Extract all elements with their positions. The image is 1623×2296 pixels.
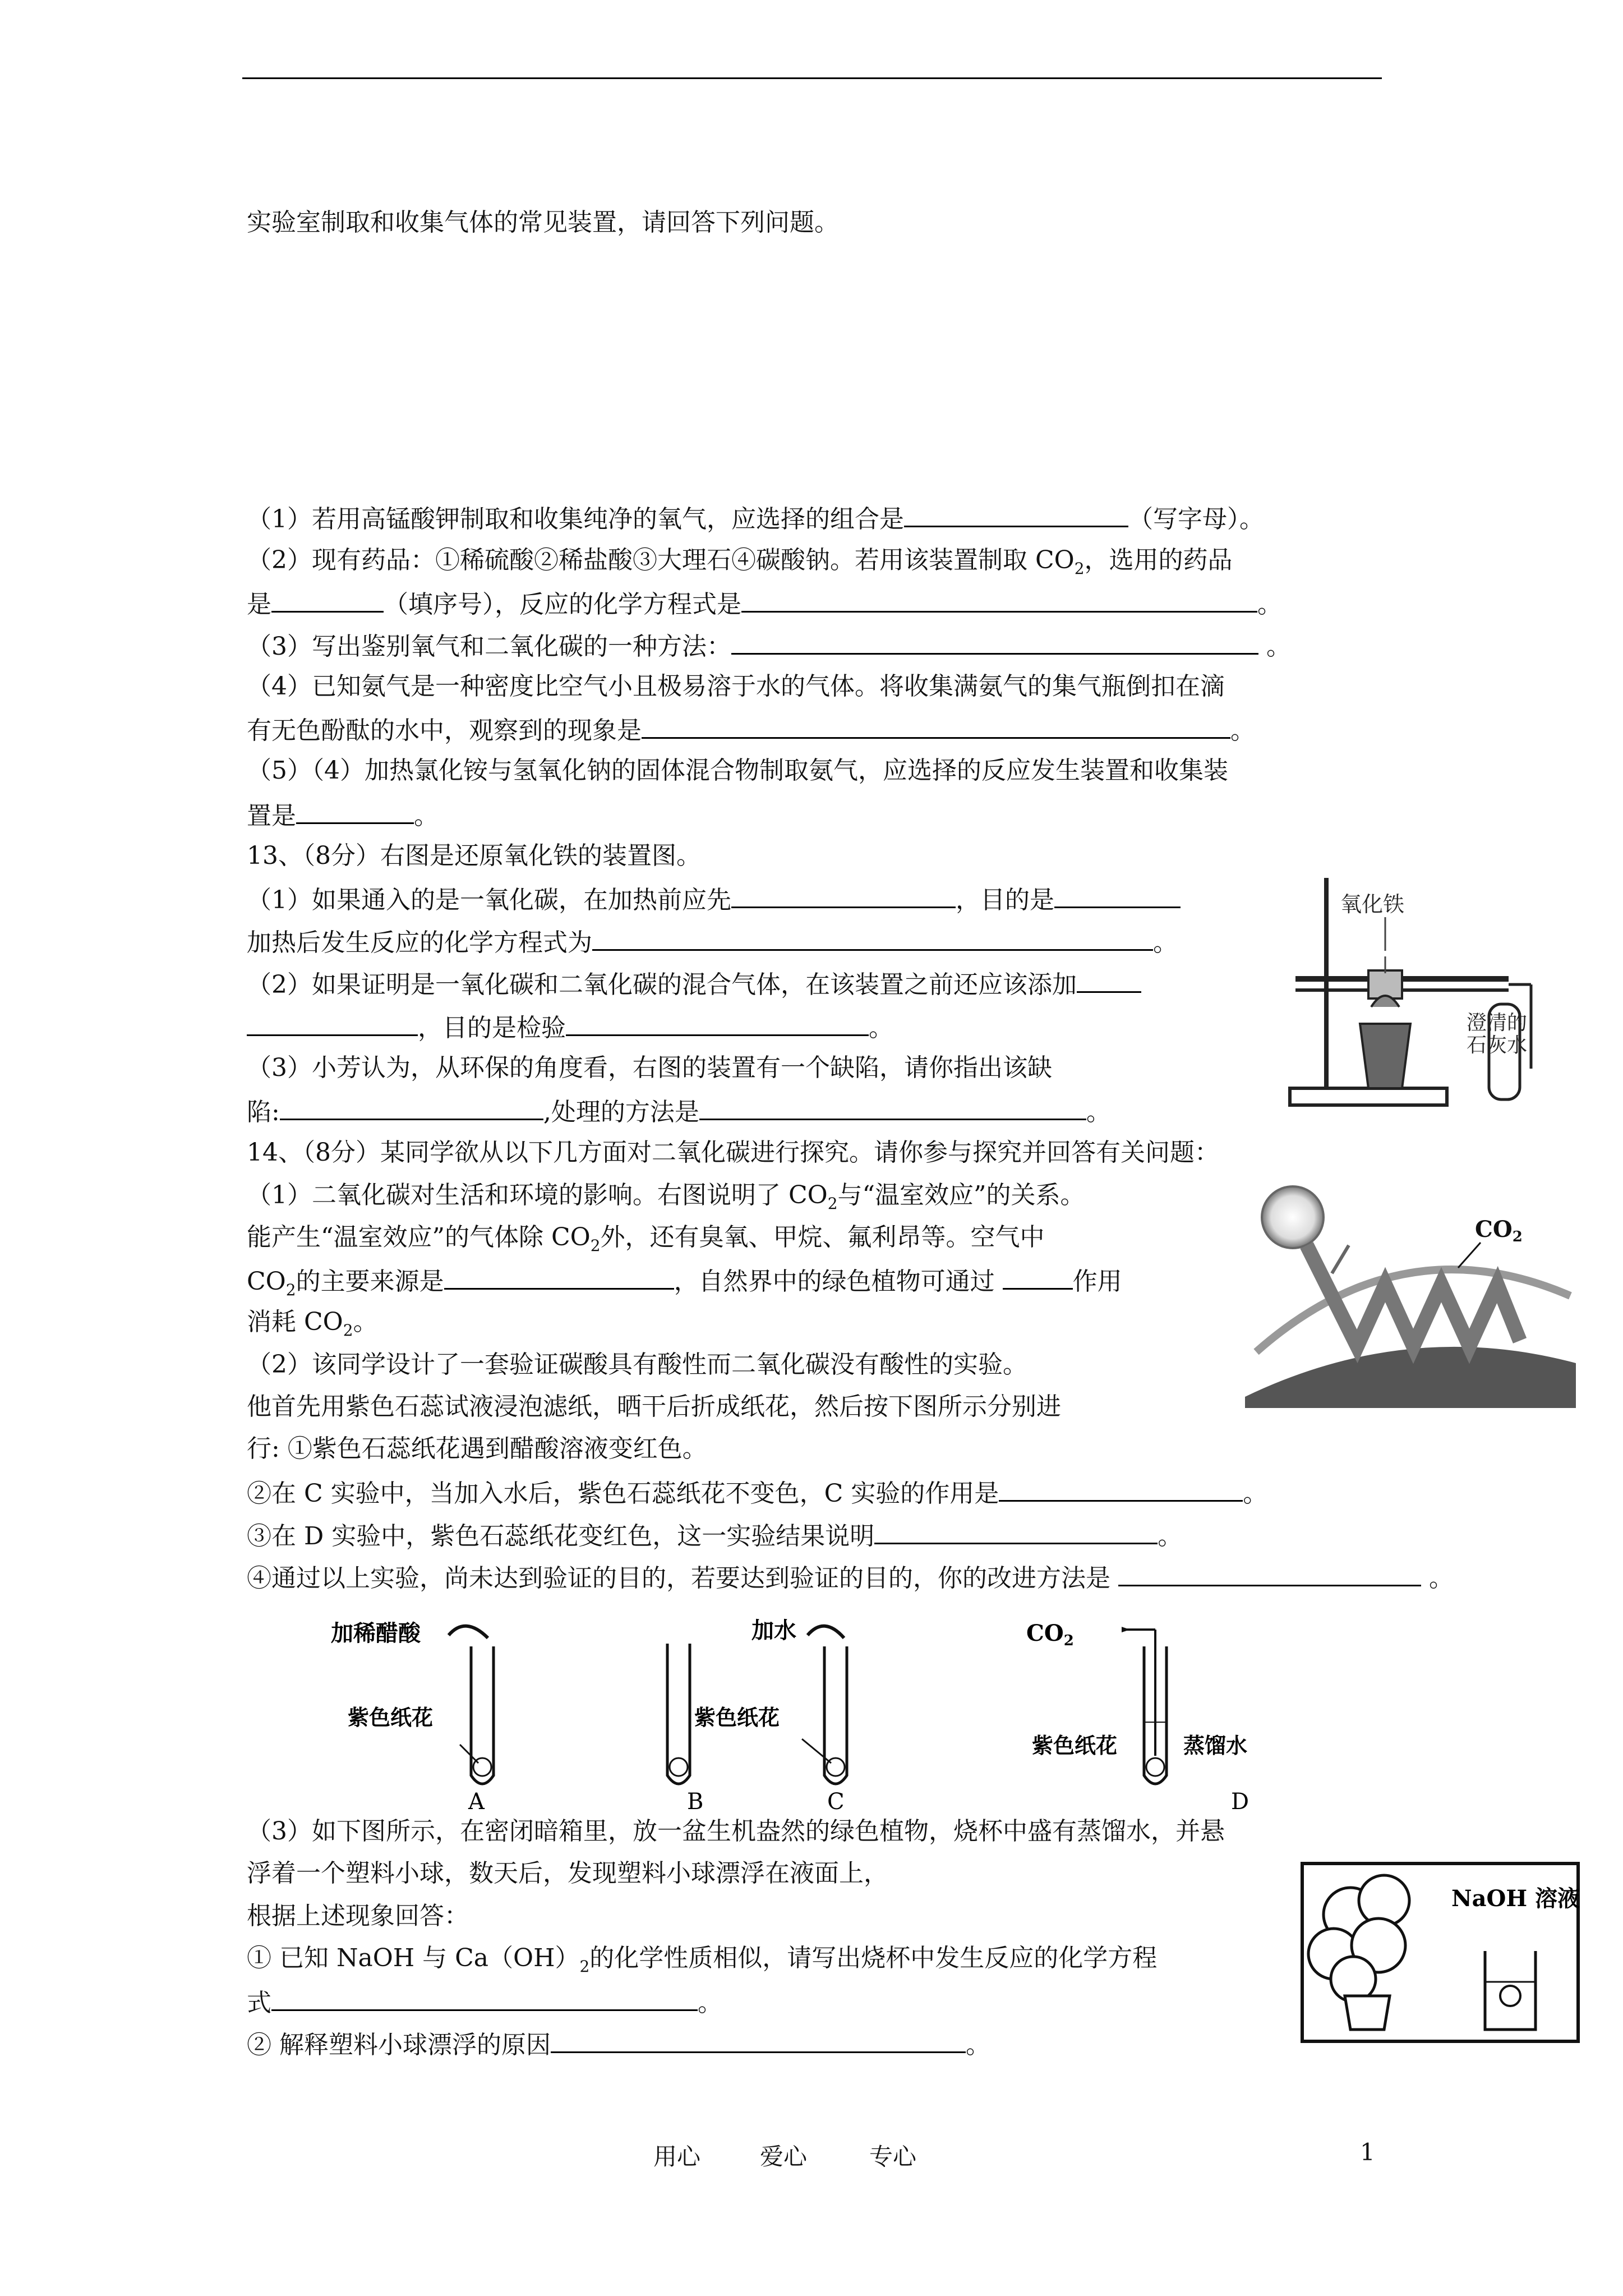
q12-part3: （3）写出鉴别氧气和二氧化碳的一种方法： 。 [247,628,1291,663]
q14-part1-line2: 能产生“温室效应”的气体除 $CO_2$外，还有臭氧、甲烷、氟利昂等。空气中 [247,1223,1045,1255]
fig-label-iron-oxide: 氧化铁 [1340,892,1405,917]
q14-part2-line1: （2）该同学设计了一套验证碳酸具有酸性而二氧化碳没有酸性的实验。 [247,1350,1027,1379]
q14-part2-line4: ②在 C 实验中，当加入水后，紫色石蕊纸花不变色，C 实验的作用是 。 [247,1475,1267,1510]
tube-d-letter: D [1231,1789,1249,1812]
fig-label-limewater-1: 澄清的 [1467,1011,1528,1034]
test-tubes-figure [320,1604,1329,1812]
q12-part2-line2: 是 （填序号），反应的化学方程式是 。 [247,586,1282,621]
tube-a-letter: A [468,1789,485,1812]
q12-part4-line2: 有无色酚酞的水中，观察到的现象是 。 [247,712,1255,747]
q14-part2-line6: ④通过以上实验，尚未达到验证的目的，若要达到验证的目的，你的改进方法是 。 [247,1560,1454,1595]
q14-part1-line3: $CO_2$的主要来源是 ，自然界中的绿色植物可通过 作用 [247,1263,1122,1306]
q12-part5-line2: 置是 。 [247,798,439,832]
fig-label-limewater-2: 石灰水 [1467,1034,1528,1057]
greenhouse-effect-figure [1245,1172,1576,1408]
q14-part2-line3: 行: ①紫色石蕊纸花遇到醋酸溶液变红色。 [247,1434,707,1463]
header-rule [242,77,1382,79]
footer-text-a: 用心 [653,2143,701,2170]
q13-part2-line2: ，目的是检验 。 [247,1010,893,1045]
q14-part2-line5: ③在 D 实验中，紫色石蕊纸花变红色，这一实验结果说明 。 [247,1518,1182,1553]
q13-part3-line1: （3）小芳认为，从环保的角度看，右图的装置有一个缺陷，请你指出该缺 [247,1053,1052,1082]
footer-text-c: 专心 [869,2143,917,2170]
q12-part1: （1）若用高锰酸钾制取和收集纯净的氧气，应选择的组合是 （写字母）。 [247,501,1264,536]
tube-b-flower-label: 紫色纸花 [694,1705,780,1730]
tube-d-co2-label: $CO_2$ [1026,1620,1074,1649]
tube-d-flower-label: 紫色纸花 [1032,1733,1118,1758]
footer-text-b: 爱心 [760,2143,808,2170]
tube-d [1026,1620,1249,1812]
q14-part1-line4: 消耗 $CO_2$。 [247,1308,378,1340]
tube-a-reagent-label: 加稀醋酸 [331,1620,421,1646]
tube-c-reagent-label: 加水 [751,1617,796,1644]
tube-a-flower-label: 紫色纸花 [348,1705,434,1730]
q14-part2-line2: 他首先用紫色石蕊试液浸泡滤纸，晒干后折成纸花，然后按下图所示分别进 [247,1392,1061,1421]
tube-d-water-label: 蒸馏水 [1183,1733,1248,1758]
q14-title: 14、（8分）某同学欲从以下几方面对二氧化碳进行探究。请你参与探究并回答有关问题： [247,1138,1219,1167]
tube-a [331,1620,494,1812]
plant-box-figure [1300,1861,1580,2044]
q13-part3-line2: 陷: ,处理的方法是 。 [247,1094,1111,1129]
tube-b [667,1644,780,1812]
q14-part3-line5: 式 。 [247,1985,722,2019]
q14-part3-line6: ② 解释塑料小球漂浮的原因 。 [247,2027,990,2062]
iron-oxide-apparatus-figure [1284,867,1548,1116]
fig-label-co2: $CO_2$ [1475,1216,1523,1245]
q14-part3-line3: 根据上述现象回答： [247,1902,469,1930]
q14-part3-line1: （3）如下图所示，在密闭暗箱里，放一盆生机盎然的绿色植物，烧杯中盛有蒸馏水，并悬 [247,1817,1225,1846]
q12-part4-line1: （4）已知氨气是一种密度比空气小且极易溶于水的气体。将收集满氨气的集气瓶倒扣在滴 [247,672,1225,701]
q12-part2-line1: （2）现有药品：①稀硫酸②稀盐酸③大理石④碳酸钠。若用该装置制取 $CO_2$，选用的药品 [247,546,1233,578]
q14-part3-line4: ① 已知 NaOH 与 $Ca(OH)_2$的化学性质相似，请写出烧杯中发生反应的化学方程 [247,1944,1158,1976]
q12-part5-line1: （5）（4）加热氯化铵与氢氧化钠的固体混合物制取氨气，应选择的反应发生装置和收集装 [247,756,1228,785]
q13-part1-line1: （1）如果通入的是一氧化碳，在加热前应先 ，目的是 [247,882,1181,917]
q13-part2-line1: （2）如果证明是一氧化碳和二氧化碳的混合气体，在该装置之前还应该添加 [247,967,1141,1001]
q13-part1-line2: 加热后发生反应的化学方程式为 。 [247,924,1178,959]
tube-c-letter: C [827,1789,845,1812]
tube-b-letter: B [687,1789,704,1812]
intro-text: 实验室制取和收集气体的常见装置，请回答下列问题。 [247,208,839,237]
page-number: 1 [1360,2138,1375,2166]
q14-part1-line1: （1）二氧化碳对生活和环境的影响。右图说明了 $CO_2$与“温室效应”的关系。 [247,1181,1085,1213]
naoh-label: NaOH 溶液 [1451,1885,1580,1912]
q13-title: 13、（8分）右图是还原氧化铁的装置图。 [247,841,701,870]
q14-part3-line2: 浮着一个塑料小球，数天后，发现塑料小球漂浮在液面上， [247,1859,888,1888]
